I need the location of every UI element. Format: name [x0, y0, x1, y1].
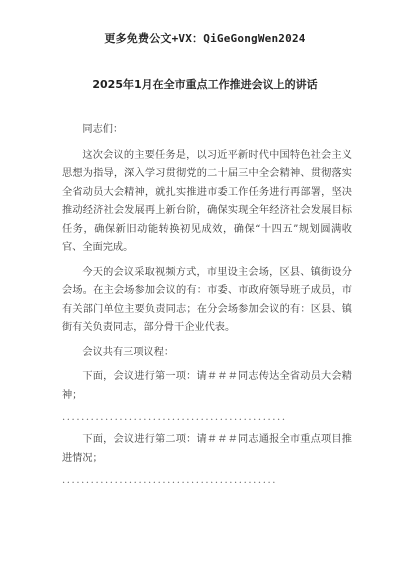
ellipsis-separator: ............................................. — [62, 475, 278, 486]
promo-header: 更多免费公文+VX：QiGeGongWen2024 — [104, 32, 306, 45]
paragraph-attendance: 今天的会议采取视频方式，市里设主会场，区县、镇街设分会场。在主会场参加会议的有：市委、市政府领导班子成员，市有关部门单位主要负责同志；在分会场参加会议的有：区县、镇街有关负责同志，部分骨干企业代表。 — [62, 266, 352, 333]
greeting: 同志们： — [82, 124, 124, 135]
paragraph-agenda: 会议共有三项议程： — [82, 346, 175, 358]
paragraph-item-one: 下面，会议进行第一项：请＃＃＃同志传达全省动员大会精神； — [62, 371, 352, 401]
document-body — [62, 121, 352, 494]
ellipsis-separator: ............................................... — [62, 412, 287, 423]
paragraph-intro: 这次会议的主要任务是，以习近平新时代中国特色社会主义思想为指导，深入学习贯彻党的二十届三中全会精神、贯彻落实全省动员大会精神，就扎实推进市委工作任务进行再部署，坚决推动经济社会发展再上新台阶，确保实现全年经济社会发展目标任务，确保新旧动能转换初见成效，确保“十四五”规划圆满收官、全面完成。 — [62, 149, 352, 253]
paragraph-item-two: 下面，会议进行第二项：请＃＃＃同志通报全市重点项目推进情况； — [62, 434, 352, 464]
document-title: 2025年1月在全市重点工作推进会议上的讲话 — [92, 78, 318, 91]
